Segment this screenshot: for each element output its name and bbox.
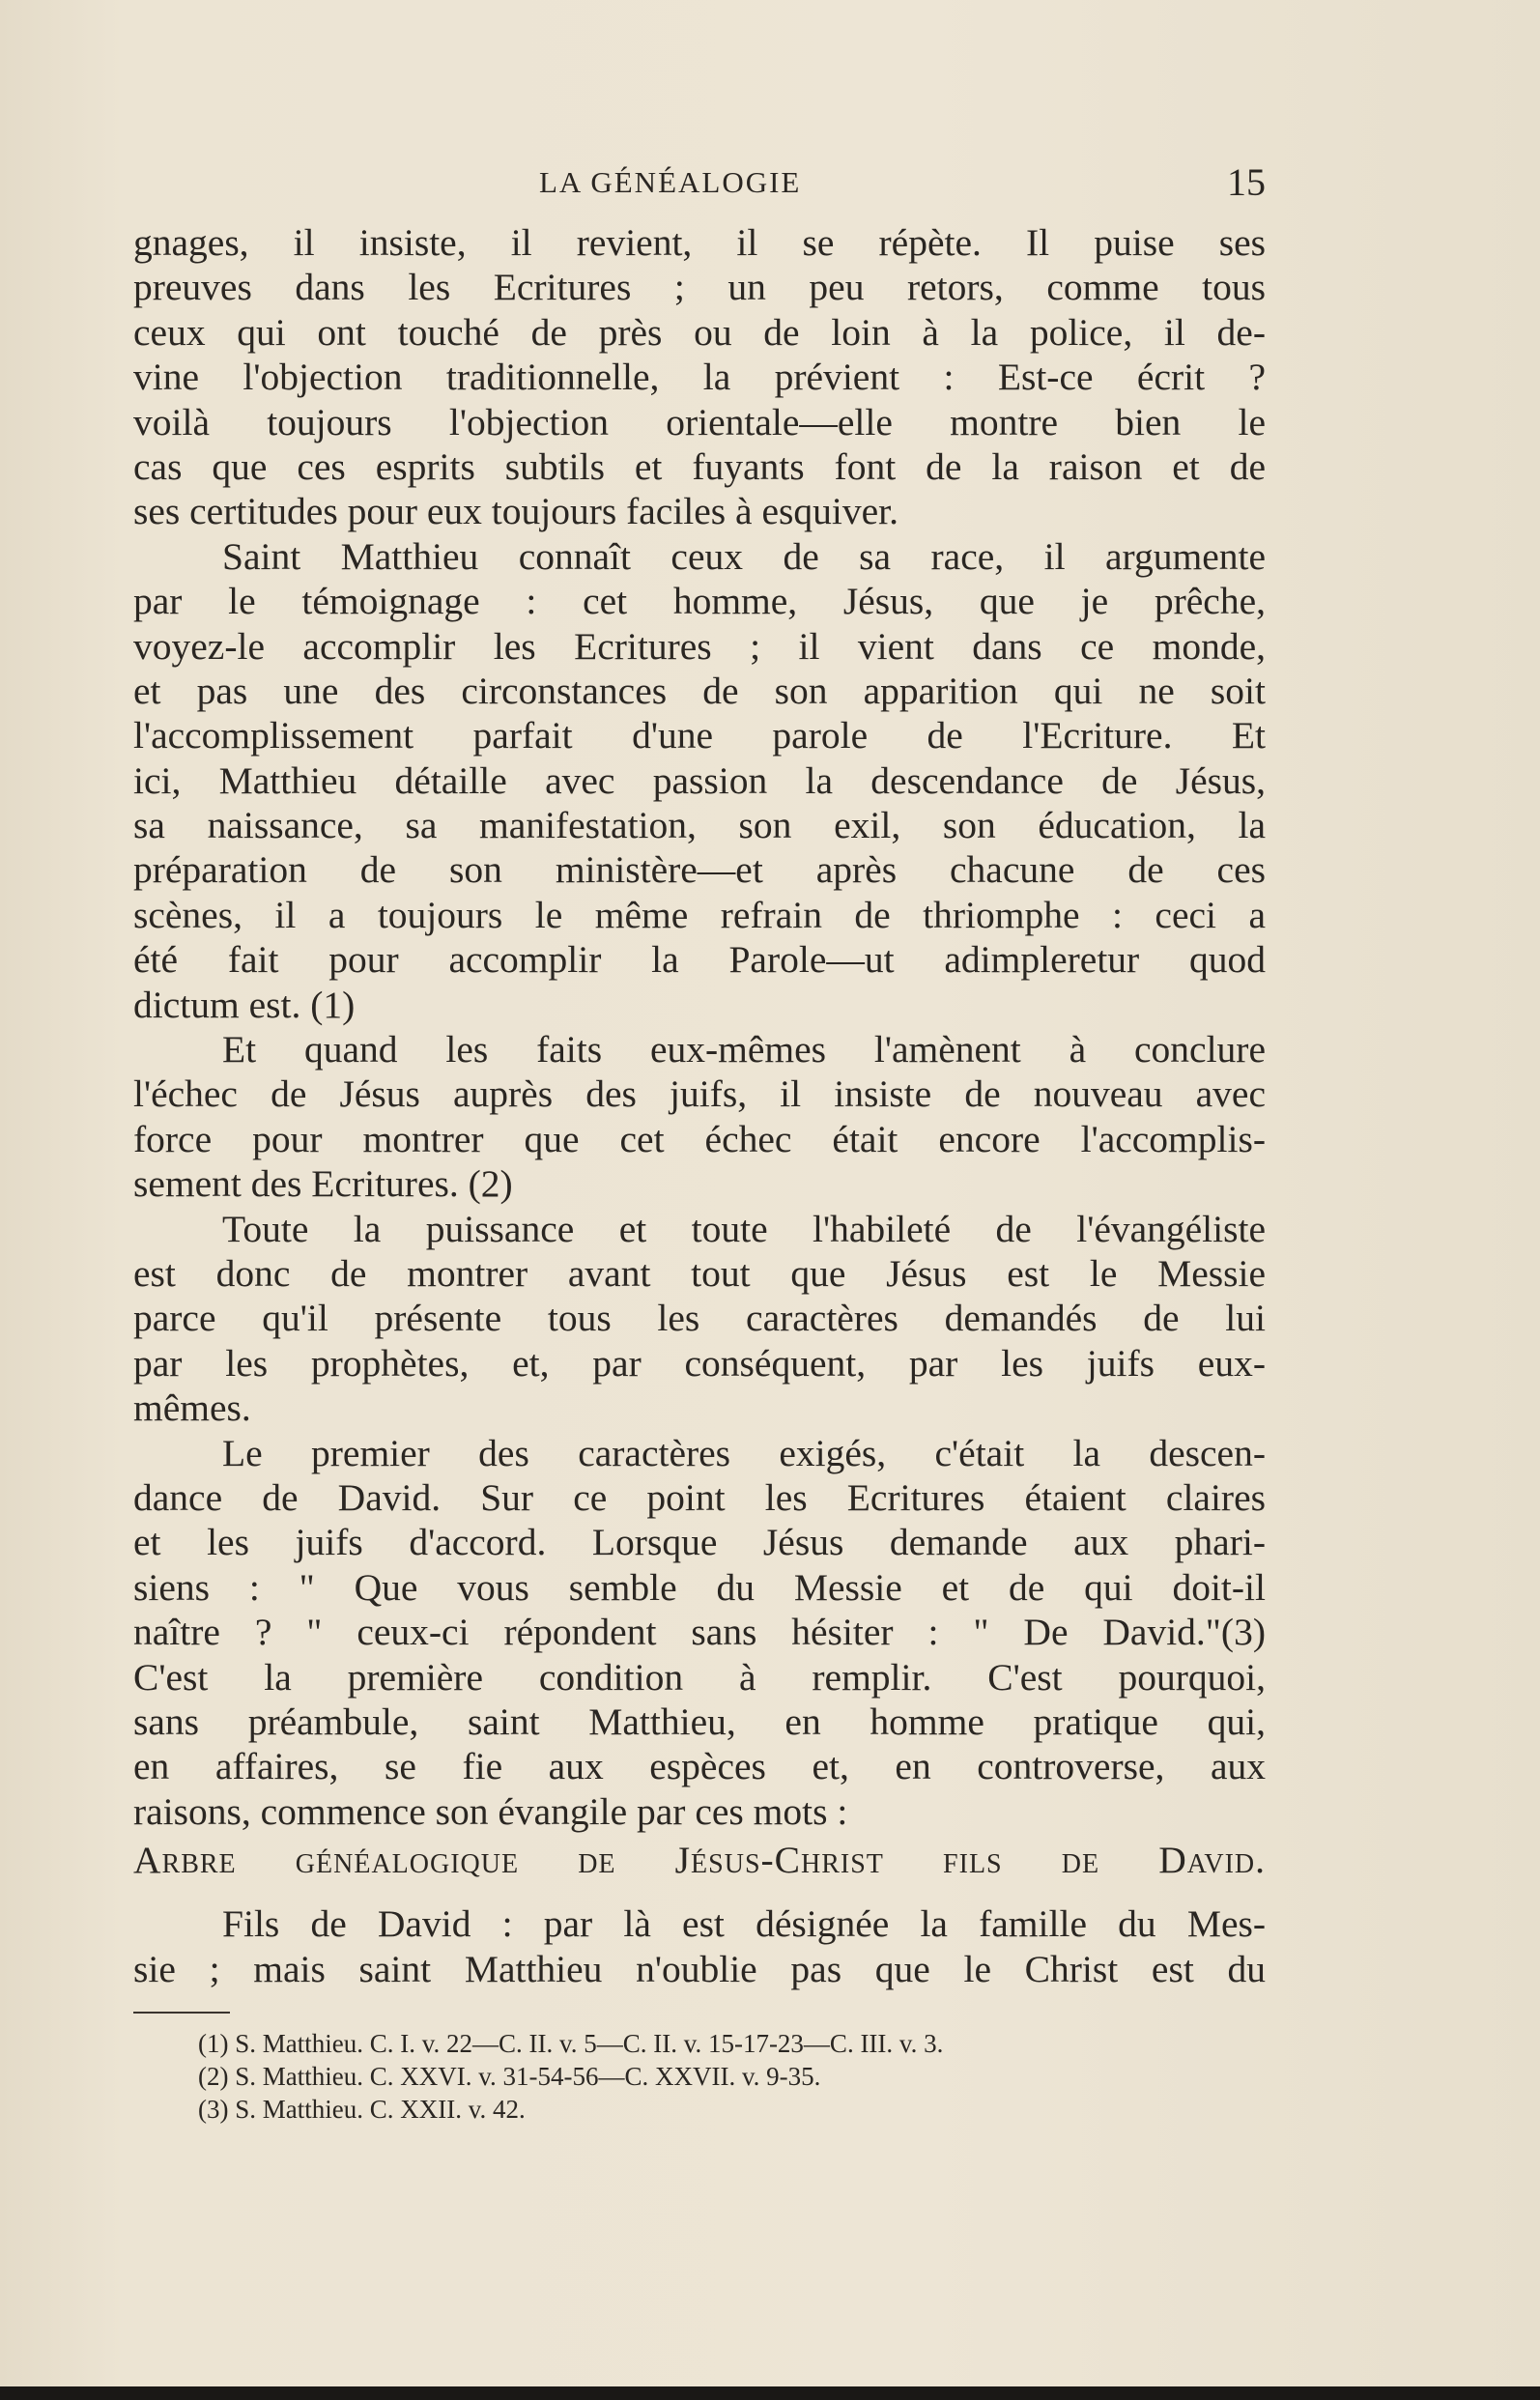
footnote: (2) S. Matthieu. C. XXVI. v. 31-54-56—C. XXVII. v. 9-35. — [198, 2062, 821, 2091]
text-line: cas que ces esprits subtils et fuyants font de la raison et de — [133, 444, 1266, 488]
text-line: été fait pour accomplir la Parole—ut adimpleretur quod — [133, 938, 1266, 982]
footnote: (3) S. Matthieu. C. XXII. v. 42. — [198, 2095, 526, 2124]
text-line: sement des Ecritures. (2) — [133, 1162, 513, 1206]
text-line: dictum est. (1) — [133, 983, 356, 1026]
scan-edge — [0, 2386, 1540, 2400]
text-line: préparation de son ministère—et après chacune de ces — [133, 848, 1266, 892]
body-text — [133, 220, 1266, 1991]
footnote: (1) S. Matthieu. C. I. v. 22—C. II. v. 5—C. II. v. 15-17-23—C. III. v. 3. — [198, 2029, 944, 2058]
text-line: et pas une des circonstances de son apparition qui ne soit — [133, 669, 1266, 712]
text-line: Le premier des caractères exigés, c'était la descen- — [222, 1431, 1266, 1474]
text-line: force pour montrer que cet échec était encore l'accomplis- — [133, 1117, 1266, 1160]
text-line: parce qu'il présente tous les caractères demandés de lui — [133, 1297, 1266, 1340]
text-line: voyez-le accomplir les Ecritures ; il vient dans ce monde, — [133, 624, 1266, 668]
text-line: preuves dans les Ecritures ; un peu retors, comme tous — [133, 266, 1266, 309]
text-line: l'accomplissement parfait d'une parole de l'Ecriture. Et — [133, 714, 1266, 757]
text-line: Saint Matthieu connaît ceux de sa race, il argumente — [222, 534, 1266, 578]
text-line: vine l'objection traditionnelle, la prévient : Est-ce écrit ? — [133, 356, 1266, 399]
page-number: 15 — [1227, 160, 1266, 204]
text-line: par le témoignage : cet homme, Jésus, que je prêche, — [133, 580, 1266, 623]
text-line: par les prophètes, et, par conséquent, par les juifs eux- — [133, 1341, 1266, 1385]
text-line: sa naissance, sa manifestation, son exil, son éducation, la — [133, 804, 1266, 847]
page-header — [133, 159, 1266, 206]
text-line: scènes, il a toujours le même refrain de thriomphe : ceci a — [133, 893, 1266, 936]
text-line: et les juifs d'accord. Lorsque Jésus demande aux phari- — [133, 1521, 1266, 1564]
text-line: Toute la puissance et toute l'habileté de l'évangéliste — [222, 1207, 1266, 1250]
footnotes — [198, 2027, 1261, 2126]
text-line: est donc de montrer avant tout que Jésus est le Messie — [133, 1251, 1266, 1295]
text-line: sans préambule, saint Matthieu, en homme pratique qui, — [133, 1700, 1266, 1743]
text-line: C'est la première condition à remplir. C'est pourquoi, — [133, 1655, 1266, 1699]
text-line: Et quand les faits eux-mêmes l'amènent à conclure — [222, 1028, 1266, 1071]
text-line: raisons, commence son évangile par ces mots : — [133, 1789, 848, 1833]
text-line: sie ; mais saint Matthieu n'oublie pas que le Christ est du — [133, 1947, 1266, 1990]
text-line: naître ? " ceux-ci répondent sans hésiter : " De David."(3) — [133, 1611, 1266, 1654]
genealogy-title: Arbre généalogique de Jésus-Christ fils de David. — [133, 1839, 1266, 1882]
text-line: siens : " Que vous semble du Messie et de qui doit-il — [133, 1565, 1266, 1609]
text-line: gnages, il insiste, il revient, il se répète. Il puise ses — [133, 221, 1266, 264]
text-line: Fils de David : par là est désignée la famille du Mes- — [222, 1902, 1266, 1946]
footnote-rule — [133, 2012, 230, 2014]
text-line: dance de David. Sur ce point les Ecritures étaient claires — [133, 1475, 1266, 1519]
text-line: voilà toujours l'objection orientale—elle montre bien le — [133, 400, 1266, 443]
text-line: ses certitudes pour eux toujours faciles à esquiver. — [133, 490, 898, 533]
text-line: en affaires, se fie aux espèces et, en controverse, aux — [133, 1745, 1266, 1788]
text-line: ceux qui ont touché de près ou de loin à la police, il de- — [133, 310, 1266, 354]
text-line: ici, Matthieu détaille avec passion la descendance de Jésus, — [133, 758, 1266, 802]
text-line: mêmes. — [133, 1386, 251, 1430]
running-title: LA GÉNÉALOGIE — [539, 165, 802, 199]
text-line: l'échec de Jésus auprès des juifs, il insiste de nouveau avec — [133, 1072, 1266, 1116]
